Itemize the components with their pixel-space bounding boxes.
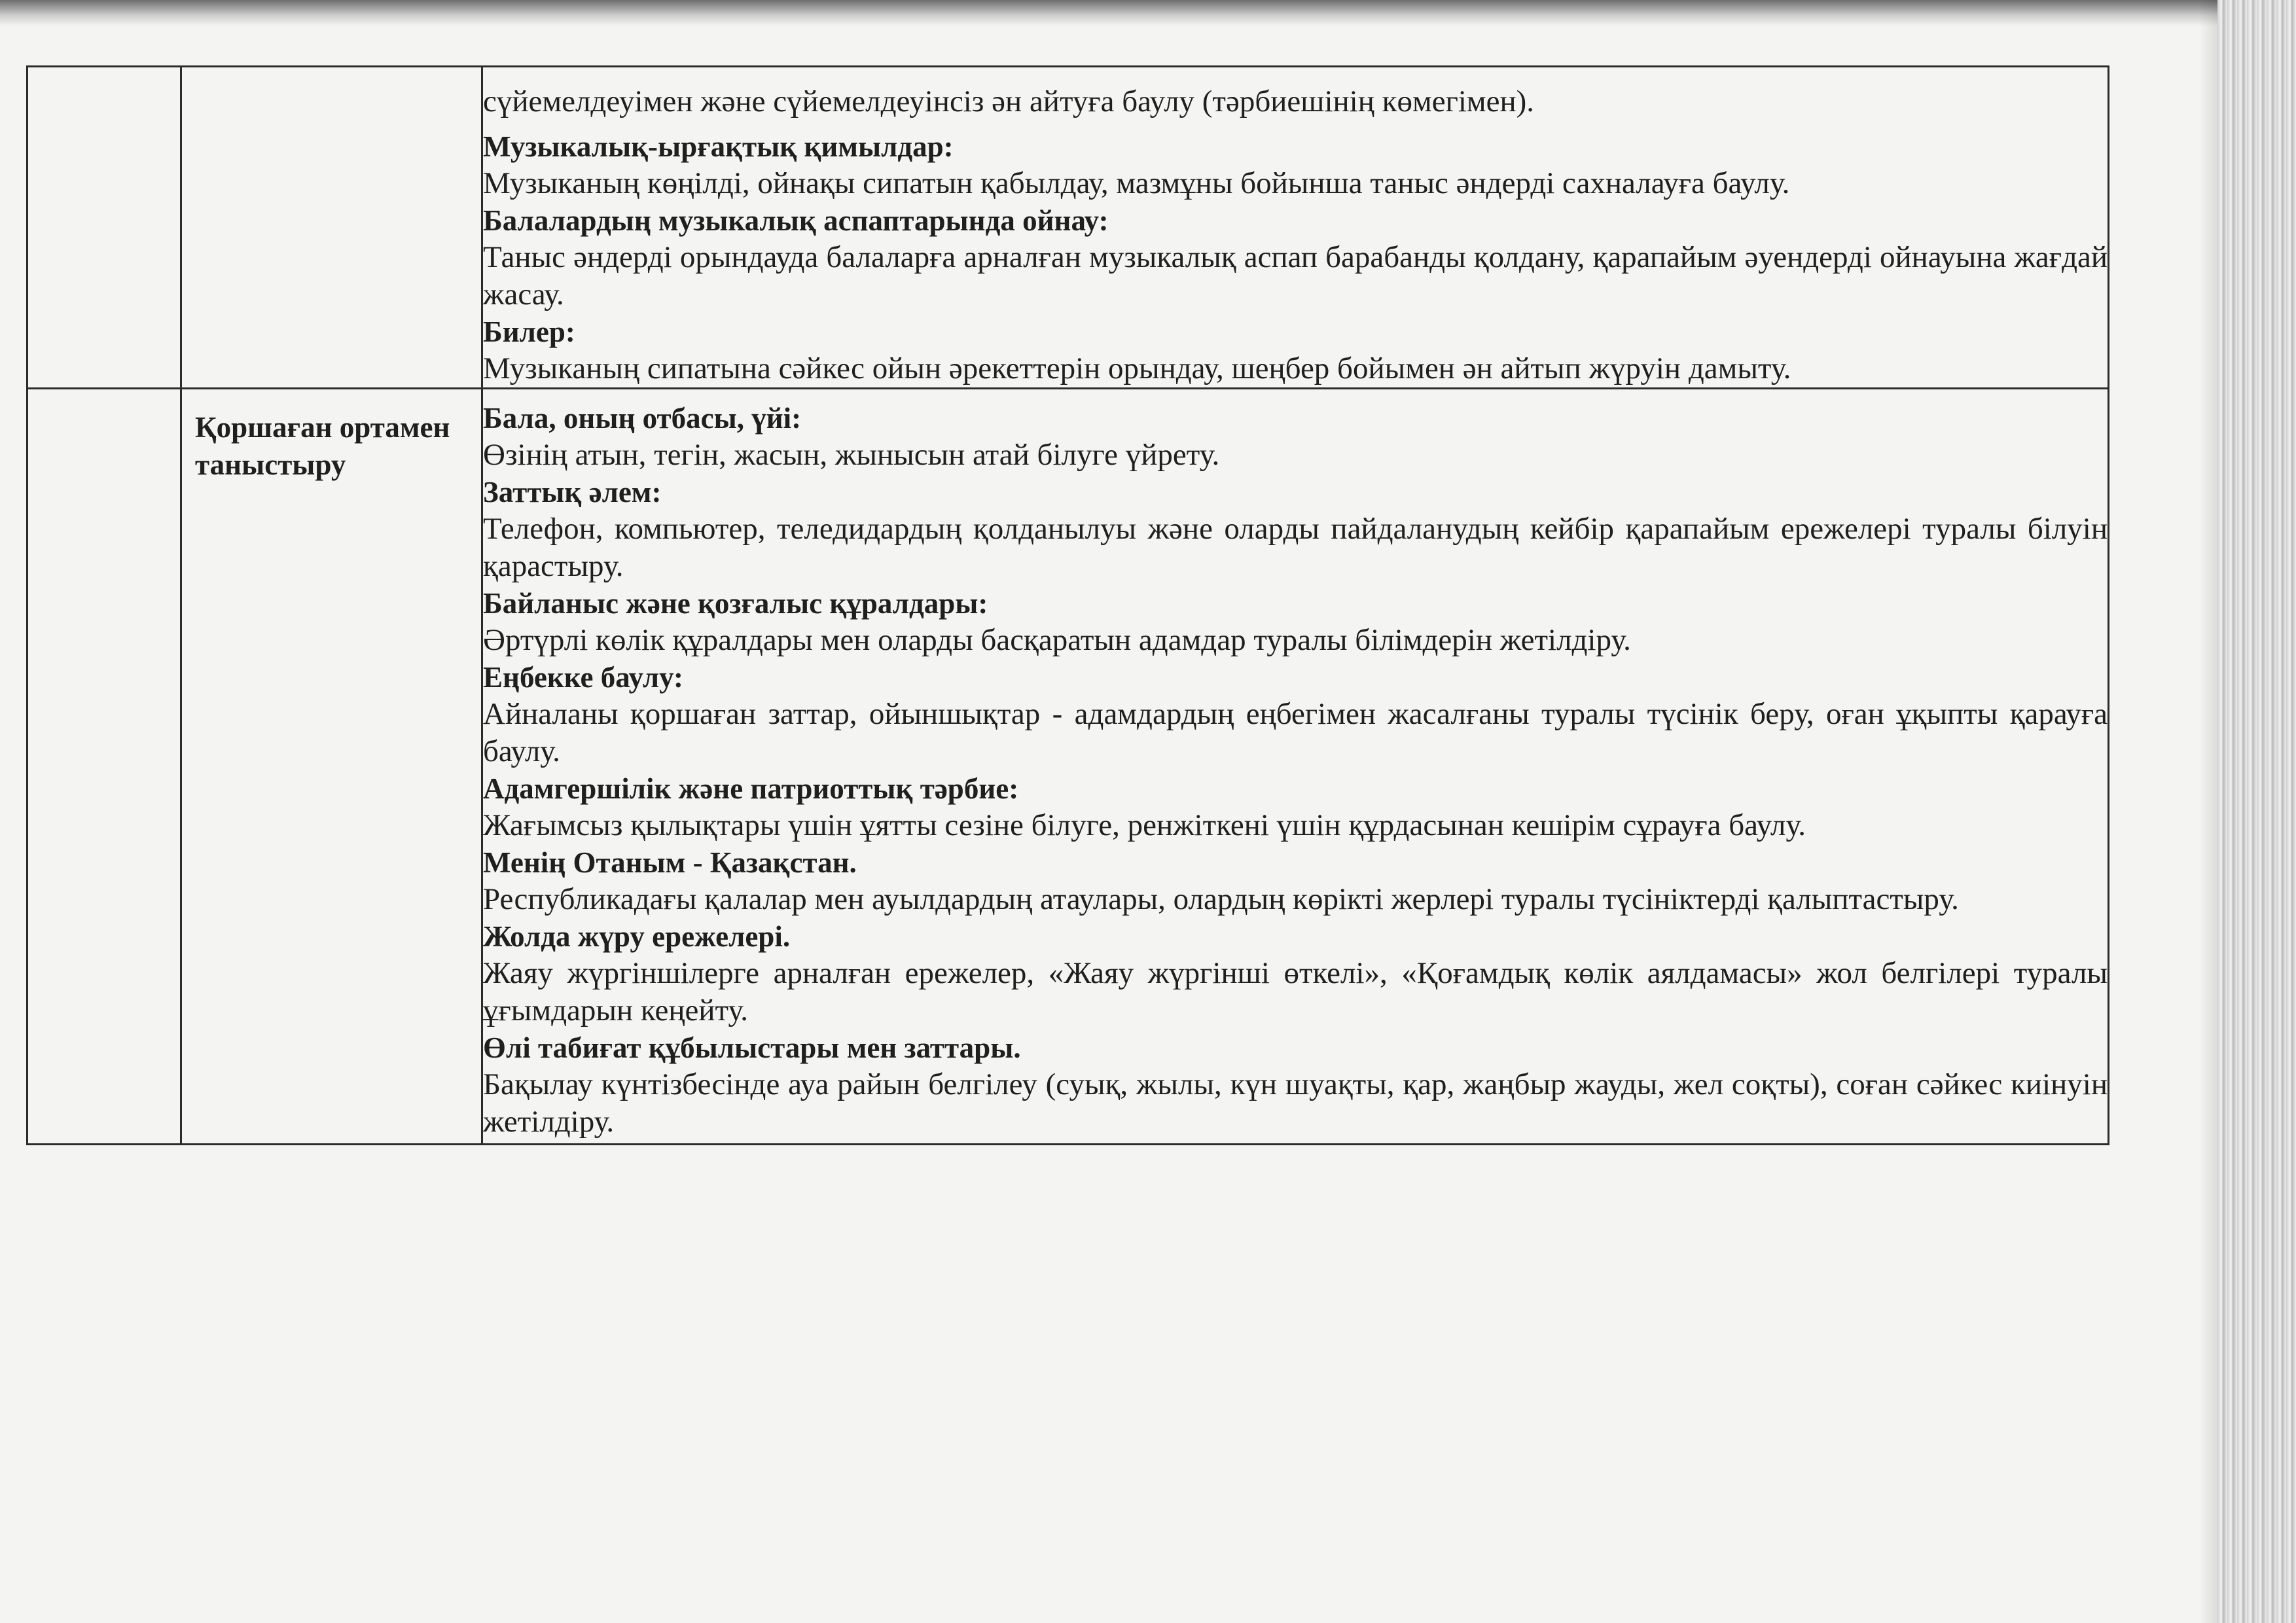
section-text: Жаяу жүргіншілерге арналған ережелер, «Жаяу жүргінші өткелі», «Қоғамдық көлік аялдамасы» жол белгілері туралы ұғымдарын кеңейту. [483, 956, 2108, 1027]
row2-content-cell [482, 389, 2109, 1145]
row2-section-2 [483, 474, 2108, 585]
row2-section-1 [483, 400, 2108, 474]
curriculum-table [26, 65, 2109, 1145]
table-row-environment [27, 389, 2109, 1145]
section-heading: Балалардың музыкалық аспаптарында ойнау: [483, 204, 1109, 237]
row2-section-8 [483, 1029, 2108, 1141]
section-heading: Адамгершілік және патриоттық тәрбие: [483, 772, 1019, 805]
row1-content-cell [482, 67, 2109, 389]
section-heading: Жолда жүру ережелері. [483, 920, 791, 953]
page-stack-edges [2217, 0, 2296, 1623]
row2-section-4 [483, 659, 2108, 770]
row1-subject-cell [181, 67, 482, 389]
row2-section-7 [483, 918, 2108, 1029]
row2-subject-cell [181, 389, 482, 1145]
row1-continuation-text: сүйемелдеуімен және сүйемелдеуінсіз ән айтуға баулу (тәрбиешінің көмегімен). [483, 84, 1535, 118]
section-text: Айналаны қоршаған заттар, ойыншықтар - адамдардың еңбегімен жасалғаны туралы түсінік беру, оған ұқыпты қарауға баулу. [483, 697, 2108, 768]
row2-number-cell [27, 389, 181, 1145]
section-text: Телефон, компьютер, теледидардың қолданылуы және оларды пайдаланудың кейбір қарапайым ережелері туралы білуін қарастыру. [483, 512, 2108, 583]
section-text: Музыканың көңілді, ойнақы сипатын қабылдау, мазмұны бойынша таныс әндерді сахналауға баулу. [483, 166, 1790, 200]
section-text: Жағымсыз қылықтары үшін ұятты сезіне білуге, ренжіткені үшін құрдасынан кешірім сұрауға баулу. [483, 808, 1806, 842]
row2-section-5 [483, 770, 2108, 844]
row1-section-1 [483, 128, 2108, 202]
section-heading: Бала, оның отбасы, үйі: [483, 402, 802, 435]
row1-section-2 [483, 202, 2108, 313]
section-heading: Өлі табиғат құбылыстары мен заттары. [483, 1031, 1021, 1064]
section-heading: Заттық әлем: [483, 476, 662, 508]
section-heading: Менің Отаным - Қазақстан. [483, 846, 857, 879]
row1-section-3 [483, 313, 2108, 387]
page-gutter-shadow [2199, 0, 2217, 1623]
row1-number-cell [27, 67, 181, 389]
section-heading: Байланыс және қозғалыс құралдары: [483, 587, 988, 620]
section-heading: Еңбекке баулу: [483, 661, 684, 694]
section-heading: Билер: [483, 315, 575, 348]
row2-section-3 [483, 585, 2108, 659]
scan-top-shadow [0, 0, 2296, 26]
section-text: Музыканың сипатына сәйкес ойын әрекеттерін орындау, шеңбер бойымен ән айтып жүруін дамыту. [483, 351, 1791, 385]
table-row-music [27, 67, 2109, 389]
row1-subject [182, 67, 481, 87]
section-text: Әртүрлі көлік құралдары мен оларды басқаратын адамдар туралы білімдерін жетілдіру. [483, 623, 1631, 657]
section-text: Республикадағы қалалар мен ауылдардың атаулары, олардың көрікті жерлері туралы түсініктерді қалыптастыру. [483, 882, 1959, 916]
section-text: Өзінің атын, тегін, жасын, жынысын атай білуге үйрету. [483, 438, 1220, 472]
row2-subject: Қоршаған ортамен таныстыру [195, 411, 450, 481]
section-text: Бақылау күнтізбесінде ауа райын белгілеу (суық, жылы, күн шуақты, қар, жаңбыр жауды, жел соқты), соған сәйкес киінуін жетілдіру. [483, 1067, 2108, 1139]
row2-section-6 [483, 844, 2108, 918]
section-heading: Музыкалық-ырғақтық қимылдар: [483, 130, 954, 163]
section-text: Таныс әндерді орындауда балаларға арналған музыкалық аспап барабанды қолдану, қарапайым әуендерді ойнауына жағдай жасау. [483, 240, 2108, 312]
